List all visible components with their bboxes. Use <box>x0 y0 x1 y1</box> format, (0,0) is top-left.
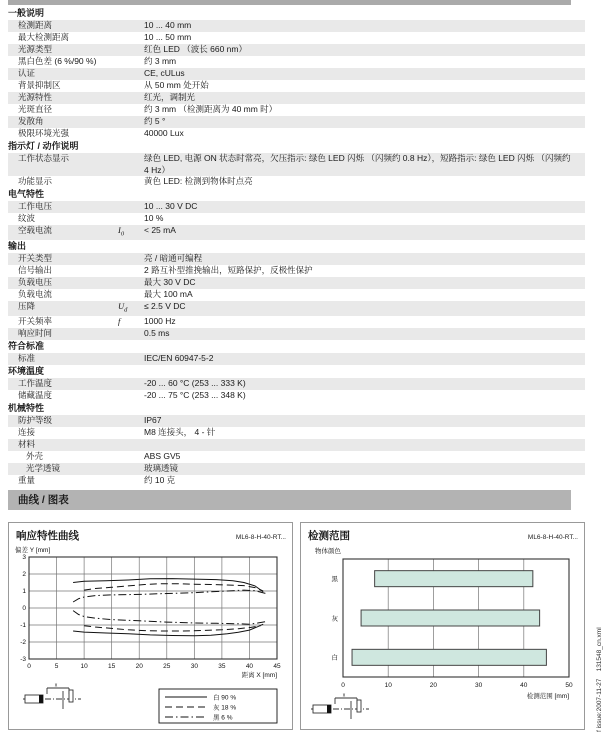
spec-row <box>8 390 585 402</box>
category-label: 灰 <box>331 615 338 623</box>
legend-label: 灰 18 % <box>213 704 237 712</box>
x-tick-label: 30 <box>190 663 198 670</box>
curve-upper <box>73 590 266 602</box>
spec-label: 极限环境光强 <box>18 128 70 138</box>
spec-row <box>8 153 585 176</box>
section-header: 一般说明 <box>8 8 45 18</box>
target-plate <box>69 690 73 702</box>
x-axis-label: 距离 X [mm] <box>241 672 277 679</box>
spec-row <box>8 277 585 289</box>
spec-row <box>8 265 585 277</box>
spec-row <box>8 415 585 427</box>
section-header: 指示灯 / 动作说明 <box>8 141 79 151</box>
x-tick-label: 5 <box>54 663 59 670</box>
sensor-alignment-icon <box>23 683 81 710</box>
spec-label: 负载电压 <box>18 277 53 288</box>
category-label: 黑 <box>331 575 338 583</box>
x-tick-label: 35 <box>218 663 226 670</box>
spec-label: 工作电压 <box>18 201 53 211</box>
x-tick-label: 30 <box>474 682 483 689</box>
spec-value: ABS GV5 <box>144 451 181 462</box>
spec-row <box>8 316 585 328</box>
x-tick-label: 20 <box>135 663 143 670</box>
y-tick-label: 2 <box>22 571 26 579</box>
spec-label: 检测距离 <box>18 20 53 30</box>
spec-row <box>8 116 585 128</box>
spec-label: 标准 <box>18 353 36 364</box>
spec-row <box>8 32 585 44</box>
x-tick-label: 15 <box>108 663 116 670</box>
spec-label: 光源特性 <box>18 92 53 102</box>
legend-label: 黑 6 % <box>213 714 233 722</box>
spec-value: ≤ 2.5 V DC <box>144 301 186 312</box>
spec-row <box>8 56 585 68</box>
detection-range-chart-head <box>301 523 584 543</box>
y-tick-label: 0 <box>22 605 26 613</box>
category-label: 白 <box>331 654 338 662</box>
spec-symbol: $I_0$ <box>118 225 125 238</box>
x-tick-label: 0 <box>27 663 31 670</box>
response-curve-model-label: ML6-8-H-40-RT... <box>235 534 286 541</box>
section-header: 电气特性 <box>8 189 45 199</box>
spec-value: -20 ... 75 °C (253 ... 348 K) <box>144 390 246 401</box>
spec-label: 空载电流 <box>18 225 53 235</box>
spec-label: 连接 <box>18 427 36 438</box>
detection-range-title: 检测范围 <box>308 530 350 542</box>
section-header: 机械特性 <box>8 403 45 414</box>
y-tick-label: -2 <box>20 639 26 647</box>
spec-value: < 25 mA <box>144 225 176 235</box>
curve-lower <box>73 624 263 636</box>
spec-value: 1000 Hz <box>144 316 176 327</box>
spec-row <box>8 427 585 439</box>
spec-symbol: f <box>118 316 121 327</box>
spec-value: 0.5 ms <box>144 328 170 339</box>
y-tick-label: 1 <box>22 588 26 596</box>
x-tick-label: 0 <box>341 682 345 689</box>
spec-row <box>8 439 585 451</box>
spec-value: 亮 / 暗通可编程 <box>144 253 203 264</box>
spec-value: 红色 LED （波长 660 nm） <box>144 44 247 54</box>
spec-row <box>8 463 585 475</box>
spec-value: IP67 <box>144 415 162 426</box>
spec-value: 最大 30 V DC <box>144 277 196 288</box>
x-tick-label: 50 <box>565 682 573 689</box>
spec-row <box>8 289 585 301</box>
curve-upper <box>73 579 263 592</box>
spec-value: 10 ... 30 V DC <box>144 201 198 211</box>
x-tick-label: 45 <box>273 663 281 670</box>
spec-label: 重量 <box>18 475 36 486</box>
sensor-lens <box>327 705 331 713</box>
spec-row <box>8 20 585 32</box>
spec-row <box>8 378 585 390</box>
dim-label-x: x <box>342 692 346 699</box>
charts-area <box>8 522 585 730</box>
spec-row <box>8 68 585 80</box>
top-section-strip <box>8 0 571 5</box>
charts-section-title: 曲线 / 图表 <box>18 494 69 506</box>
legend-label: 白 90 % <box>213 694 237 702</box>
sensor-alignment-icon <box>311 693 369 720</box>
spec-row <box>8 44 585 56</box>
spec-label: 光源类型 <box>18 44 53 54</box>
spec-value: 绿色 LED, 电源 ON 状态时常亮，欠压指示: 绿色 LED 闪烁 （闪频约 0.8 Hz），短路指示: 绿色 LED 闪烁 （闪频约 4 Hz） <box>144 153 571 175</box>
y-tick-label: -3 <box>20 656 26 664</box>
section-header: 输出 <box>8 241 27 252</box>
spec-row <box>8 176 585 188</box>
spec-label: 发散角 <box>18 116 44 126</box>
y-axis-label: 物体颜色 <box>315 548 341 555</box>
curve-lower <box>73 611 266 625</box>
spec-label: 最大检测距离 <box>18 32 70 42</box>
target-plate <box>357 700 361 712</box>
range-bar <box>361 610 540 626</box>
spec-row <box>8 80 585 92</box>
y-tick-label: 3 <box>22 554 26 562</box>
spec-label: 黑白色差 (6 %/90 %) <box>18 56 97 66</box>
x-tick-label: 40 <box>245 663 254 670</box>
response-curve-title: 响应特性曲线 <box>16 530 79 542</box>
spec-label: 材料 <box>18 439 36 450</box>
spec-row <box>8 253 585 265</box>
curve-upper <box>84 584 263 591</box>
spec-label: 开关类型 <box>18 253 53 264</box>
spec-value: 10 ... 40 mm <box>144 20 192 30</box>
response-curve-chart-head <box>9 523 292 543</box>
spec-row <box>8 225 585 240</box>
spec-value: 最大 100 mA <box>144 289 193 300</box>
spec-value: 黄色 LED: 检测到物体时点亮 <box>144 176 253 186</box>
spec-value: M8 连接头， 4 - 针 <box>144 427 216 438</box>
response-curve-plot <box>9 543 292 729</box>
spec-label: 功能显示 <box>18 176 53 186</box>
spec-row <box>8 92 585 104</box>
spec-row <box>8 301 585 316</box>
detection-range-model-label: ML6-8-H-40-RT... <box>527 534 578 541</box>
spec-value: 约 3 mm （检测距离为 40 mm 时） <box>144 104 278 114</box>
spec-value: 10 % <box>144 213 164 223</box>
dim-label-x: x <box>54 682 58 689</box>
spec-row <box>8 353 585 365</box>
section-header: 符合标准 <box>8 341 45 352</box>
document-id-side-text: f issue:2007-11-27 131548_cn.xml <box>596 627 603 732</box>
x-tick-label: 10 <box>80 663 88 670</box>
spec-row <box>8 104 585 116</box>
detection-range-plot <box>301 543 584 729</box>
spec-label: 储藏温度 <box>18 390 53 401</box>
spec-value: 红光，调制光 <box>144 92 196 102</box>
response-curve-chart <box>8 522 293 730</box>
charts-section-header <box>8 490 571 510</box>
spec-label: 工作状态显示 <box>18 153 70 163</box>
spec-value: CE, cULus <box>144 68 185 78</box>
spec-label: 认证 <box>18 68 36 78</box>
spec-table <box>8 7 585 487</box>
spec-label: 纹波 <box>18 213 36 223</box>
range-bar <box>352 649 546 665</box>
spec-row <box>8 201 585 213</box>
spec-value: 约 10 克 <box>144 475 176 486</box>
curve-lower <box>84 626 260 631</box>
sensor-lens <box>39 695 43 703</box>
spec-label: 响应时间 <box>18 328 53 339</box>
spec-label: 防护等级 <box>18 415 53 426</box>
detection-range-chart <box>300 522 585 730</box>
spec-symbol: $U_d$ <box>118 301 128 314</box>
spec-value: 10 ... 50 mm <box>144 32 192 42</box>
x-tick-label: 10 <box>384 682 392 689</box>
spec-label: 负载电流 <box>18 289 53 300</box>
spec-row <box>8 128 585 140</box>
spec-label: 信号输出 <box>18 265 53 276</box>
x-tick-label: 25 <box>163 663 171 670</box>
spec-label: 开关频率 <box>18 316 53 327</box>
spec-row <box>8 328 585 340</box>
spec-label: 光斑直径 <box>18 104 53 114</box>
spec-label: 工作温度 <box>18 378 53 389</box>
spec-label: 外壳 <box>26 451 44 462</box>
x-tick-label: 20 <box>429 682 438 689</box>
y-axis-label: 偏差 Y [mm] <box>15 547 51 554</box>
spec-value: 玻璃透镜 <box>144 463 179 474</box>
spec-row <box>8 213 585 225</box>
spec-row <box>8 475 585 487</box>
spec-value: IEC/EN 60947-5-2 <box>144 353 214 364</box>
range-bar <box>375 571 533 587</box>
spec-label: 压降 <box>18 301 36 312</box>
spec-value: 2 路互补型推挽输出，短路保护，反极性保护 <box>144 265 313 276</box>
y-tick-label: -1 <box>20 622 26 630</box>
spec-value: 约 5 ° <box>144 116 166 126</box>
x-axis-label: 检测范围 [mm] <box>526 693 569 700</box>
spec-label: 光学透镜 <box>26 463 61 474</box>
spec-value: 从 50 mm 处开始 <box>144 80 209 90</box>
spec-label: 背景抑制区 <box>18 80 61 90</box>
spec-value: -20 ... 60 °C (253 ... 333 K) <box>144 378 246 389</box>
section-header: 环境温度 <box>8 366 45 377</box>
x-tick-label: 40 <box>520 682 528 689</box>
spec-value: 约 3 mm <box>144 56 177 66</box>
spec-row <box>8 451 585 463</box>
spec-value: 40000 Lux <box>144 128 184 138</box>
